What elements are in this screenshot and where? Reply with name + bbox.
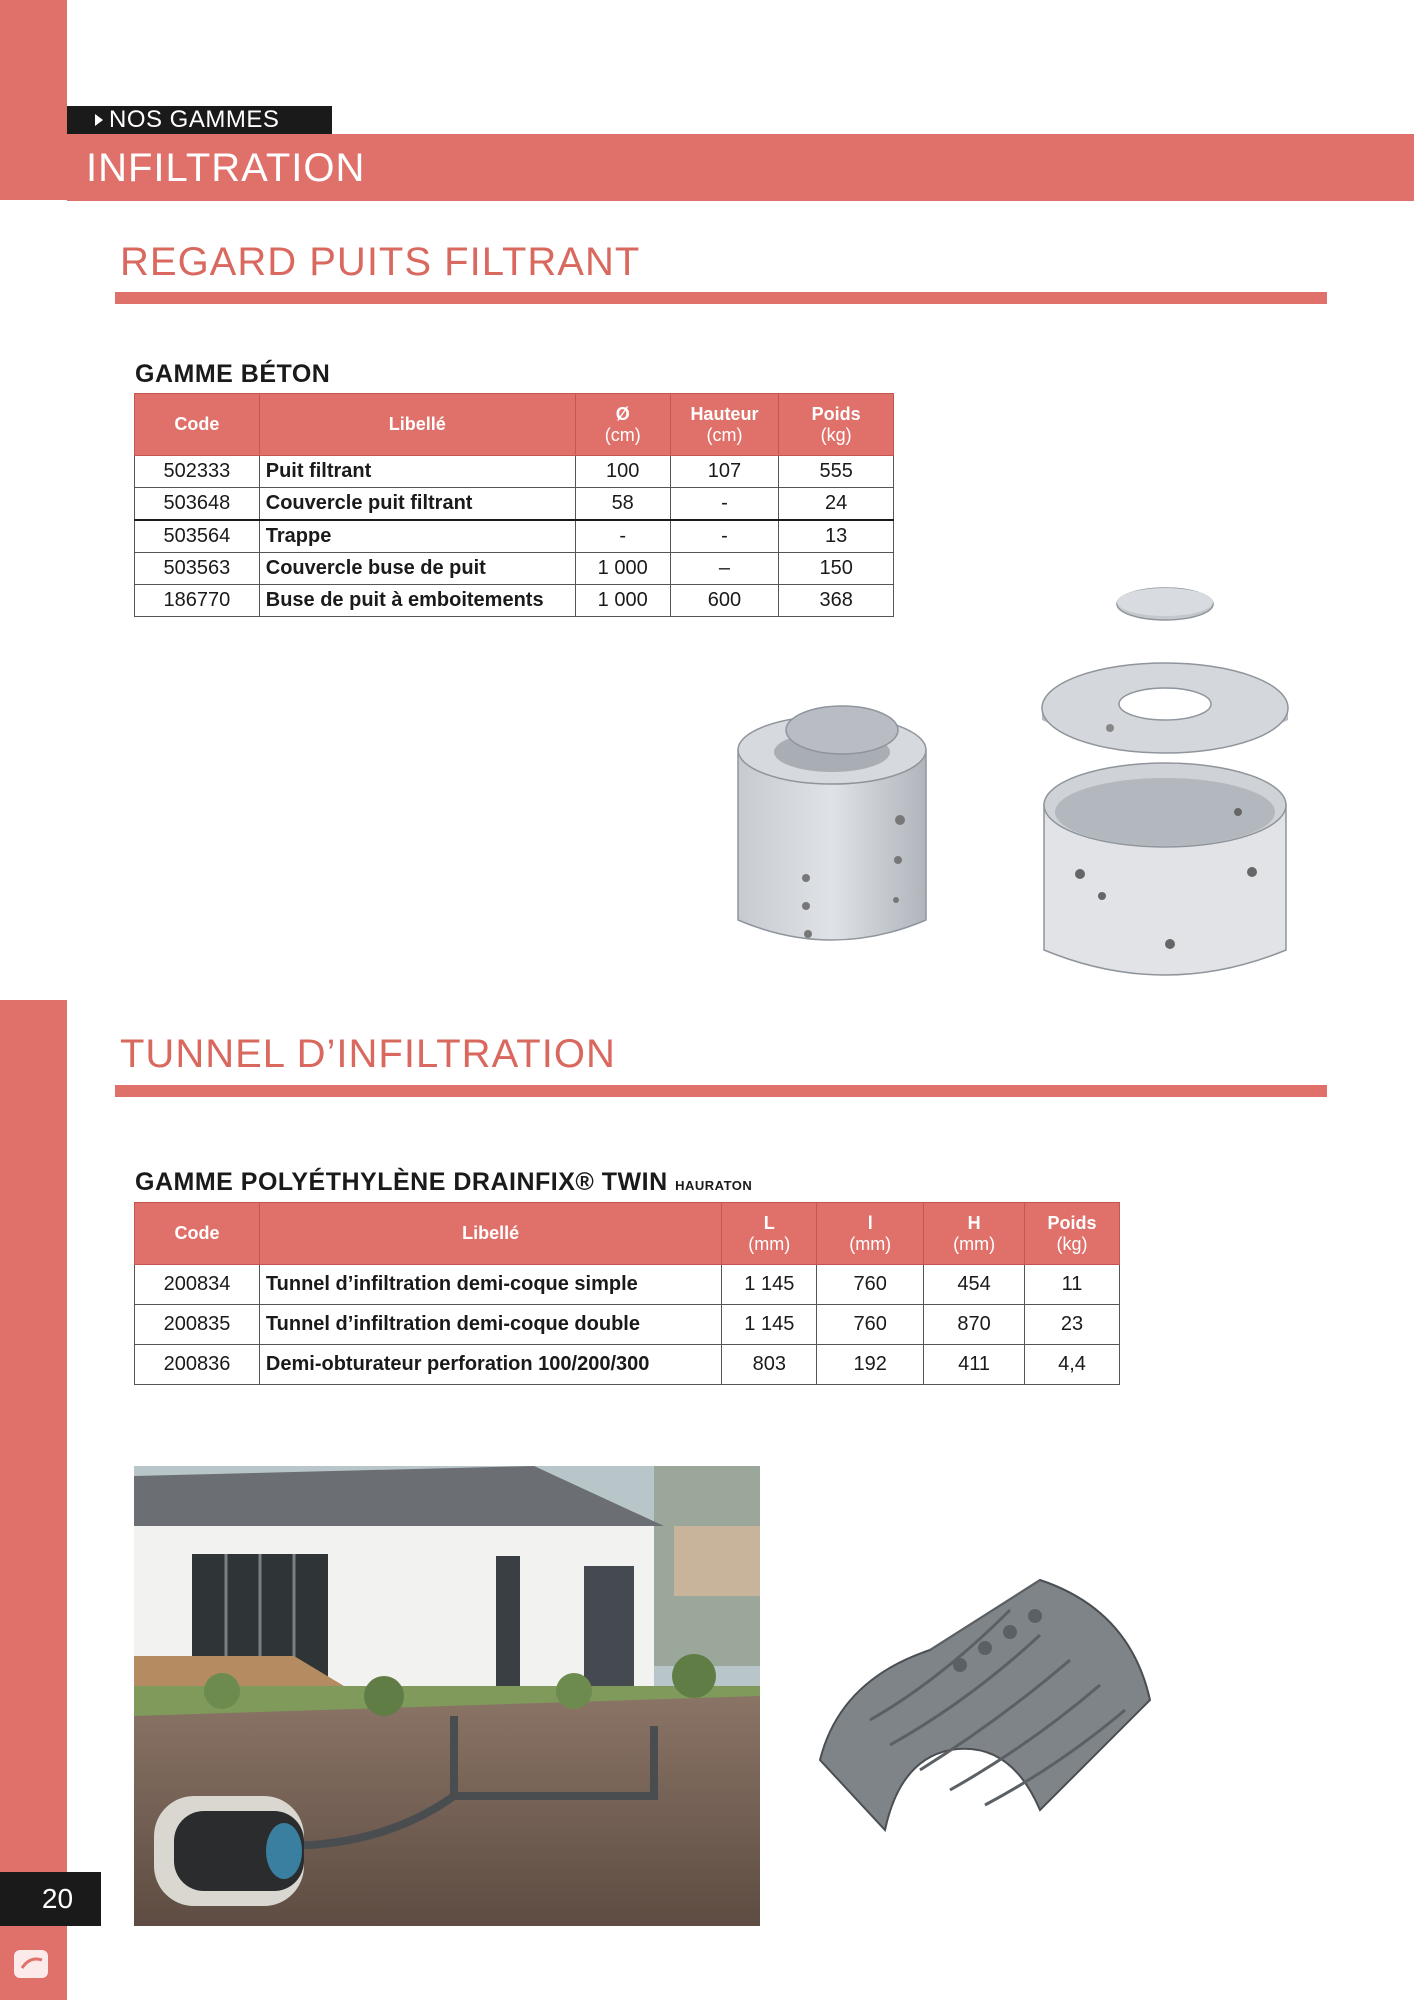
breadcrumb[interactable] <box>67 106 332 134</box>
col-header: H (mm) <box>924 1203 1025 1265</box>
subtitle-text: GAMME POLYÉTHYLÈNE DRAINFIX® TWIN <box>135 1168 668 1196</box>
section-rule <box>115 292 1327 304</box>
buse-de-puit-illustration <box>1030 580 1300 980</box>
cell-code: 502333 <box>135 456 260 488</box>
cell-code: 186770 <box>135 585 260 617</box>
table-row <box>135 456 894 488</box>
cell-diametre: 1 000 <box>575 553 670 585</box>
subtitle-gamme-polyethylene <box>135 1168 752 1197</box>
cell-poids: 150 <box>779 553 894 585</box>
cell-libelle: Puit filtrant <box>259 456 575 488</box>
cell-largeur: 760 <box>817 1305 924 1345</box>
cell-hauteur: 107 <box>670 456 779 488</box>
table-header-row <box>135 1203 1120 1265</box>
cell-longueur: 1 145 <box>722 1305 817 1345</box>
cell-hauteur: - <box>670 520 779 553</box>
cell-poids: 23 <box>1025 1305 1120 1345</box>
table-header-row <box>135 394 894 456</box>
page-title: INFILTRATION <box>86 146 366 190</box>
breadcrumb-label: NOS GAMMES <box>109 106 280 133</box>
cell-libelle: Couvercle puit filtrant <box>259 488 575 521</box>
cell-hauteur: 870 <box>924 1305 1025 1345</box>
col-header: Code <box>135 394 260 456</box>
cell-libelle: Tunnel d’infiltration demi-coque double <box>259 1305 721 1345</box>
cell-hauteur: 411 <box>924 1345 1025 1385</box>
cell-diametre: 1 000 <box>575 585 670 617</box>
cell-code: 200834 <box>135 1265 260 1305</box>
cell-poids: 4,4 <box>1025 1345 1120 1385</box>
cell-libelle: Demi-obturateur perforation 100/200/300 <box>259 1345 721 1385</box>
table-gamme-drainfix <box>134 1202 1120 1385</box>
cell-hauteur: 600 <box>670 585 779 617</box>
cell-libelle: Buse de puit à emboitements <box>259 585 575 617</box>
cell-code: 503564 <box>135 520 260 553</box>
table-row <box>135 488 894 521</box>
cell-code: 503648 <box>135 488 260 521</box>
cell-longueur: 1 145 <box>722 1265 817 1305</box>
left-accent-strip-top <box>0 0 67 200</box>
section-rule <box>115 1085 1327 1097</box>
col-header: Ø (cm) <box>575 394 670 456</box>
cell-diametre: 100 <box>575 456 670 488</box>
brand-logo-icon <box>12 1946 52 1982</box>
col-header: Poids (kg) <box>779 394 894 456</box>
table-row <box>135 585 894 617</box>
cell-poids: 13 <box>779 520 894 553</box>
section-title-regard: REGARD PUITS FILTRANT <box>120 240 641 284</box>
cell-longueur: 803 <box>722 1345 817 1385</box>
cell-poids: 24 <box>779 488 894 521</box>
subtitle-gamme-beton: GAMME BÉTON <box>135 360 331 388</box>
page-number: 20 <box>0 1872 101 1926</box>
brand-label: HAURATON <box>675 1178 753 1193</box>
cell-hauteur: – <box>670 553 779 585</box>
cell-libelle: Trappe <box>259 520 575 553</box>
cell-libelle: Couvercle buse de puit <box>259 553 575 585</box>
cell-diametre: 58 <box>575 488 670 521</box>
table-row <box>135 1305 1120 1345</box>
cell-code: 503563 <box>135 553 260 585</box>
col-header: l (mm) <box>817 1203 924 1265</box>
table-row <box>135 520 894 553</box>
col-header: Libellé <box>259 394 575 456</box>
cell-largeur: 192 <box>817 1345 924 1385</box>
cell-hauteur: 454 <box>924 1265 1025 1305</box>
cell-diametre: - <box>575 520 670 553</box>
table-row <box>135 553 894 585</box>
triangle-right-icon <box>95 114 103 126</box>
cell-poids: 368 <box>779 585 894 617</box>
cell-largeur: 760 <box>817 1265 924 1305</box>
house-installation-photo <box>134 1466 760 1926</box>
cell-hauteur: - <box>670 488 779 521</box>
table-gamme-beton <box>134 393 894 617</box>
table-row <box>135 1265 1120 1305</box>
col-header: Hauteur (cm) <box>670 394 779 456</box>
cell-code: 200835 <box>135 1305 260 1345</box>
col-header: Code <box>135 1203 260 1265</box>
table-row <box>135 1345 1120 1385</box>
tunnel-drainfix-illustration <box>810 1570 1160 1850</box>
section-title-tunnel: TUNNEL D’INFILTRATION <box>120 1032 616 1076</box>
cell-code: 200836 <box>135 1345 260 1385</box>
col-header: Poids (kg) <box>1025 1203 1120 1265</box>
cell-libelle: Tunnel d’infiltration demi-coque simple <box>259 1265 721 1305</box>
left-accent-strip-bottom <box>0 1000 67 2000</box>
col-header: Libellé <box>259 1203 721 1265</box>
col-header: L (mm) <box>722 1203 817 1265</box>
cell-poids: 555 <box>779 456 894 488</box>
puits-filtrant-illustration <box>720 680 940 970</box>
cell-poids: 11 <box>1025 1265 1120 1305</box>
